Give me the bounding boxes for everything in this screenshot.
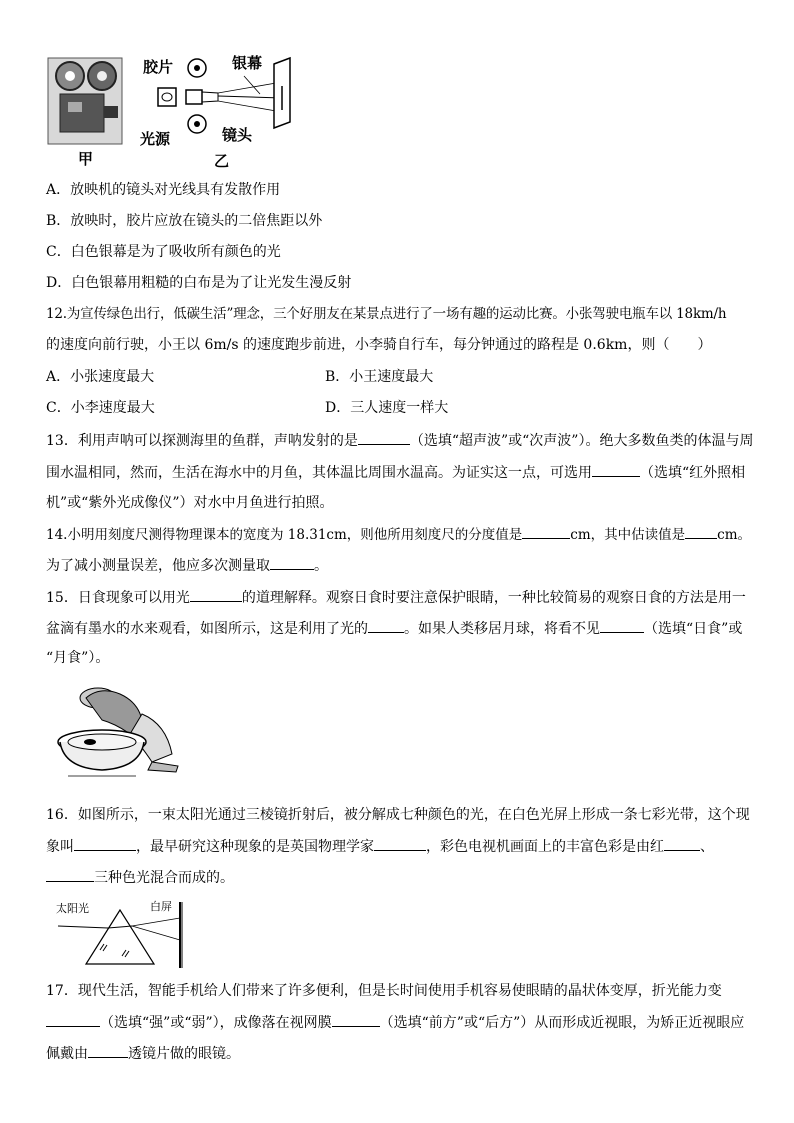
q17-text-c: 佩戴由 bbox=[46, 1046, 88, 1062]
answer-blank bbox=[74, 836, 136, 851]
q17-text-a: （选填“强”或“弱”），成像落在视网膜 bbox=[100, 1015, 332, 1031]
q16-line2 bbox=[46, 836, 714, 857]
label-film: 胶片 bbox=[143, 58, 174, 76]
answer-blank bbox=[88, 1043, 128, 1058]
q11-option-b: B．放映时，胶片应放在镜头的二倍焦距以外 bbox=[46, 213, 323, 229]
label-jia: 甲 bbox=[78, 150, 94, 168]
q15-text-c: 盆滴有墨水的水来观看，如图所示，这是利用了光的 bbox=[46, 621, 368, 637]
q13-line1 bbox=[46, 430, 753, 451]
answer-blank bbox=[46, 867, 94, 882]
answer-blank bbox=[374, 836, 426, 851]
answer-blank bbox=[592, 462, 640, 477]
q14-text-b: cm，其中估读值是 bbox=[570, 527, 686, 543]
label-lens: 镜头 bbox=[222, 126, 253, 144]
q15-text-a: 15．日食现象可以用光 bbox=[46, 590, 190, 606]
label-yi: 乙 bbox=[214, 152, 230, 170]
basin-figure bbox=[56, 684, 182, 780]
q13-line3: 机”或“紫外光成像仪”）对水中月鱼进行拍照。 bbox=[46, 495, 334, 511]
answer-blank bbox=[332, 1012, 380, 1027]
q14-line1 bbox=[46, 524, 751, 545]
q12-option-d: D．三人速度一样大 bbox=[325, 400, 449, 416]
basin-drawing bbox=[56, 684, 182, 780]
q14-text-e: 。 bbox=[314, 558, 328, 574]
q12-option-b: B．小王速度最大 bbox=[325, 369, 434, 385]
answer-blank bbox=[190, 587, 242, 602]
q11-option-c: C．白色银幕是为了吸收所有颜色的光 bbox=[46, 244, 281, 260]
q13-text-b: （选填“超声波”或“次声波”）。绝大多数鱼类的体温与周 bbox=[409, 433, 754, 449]
q17-line1: 17．现代生活，智能手机给人们带来了许多便利，但是长时间使用手机容易使眼睛的晶状体变厚，折光能力变 bbox=[46, 983, 722, 999]
q14-text-c: cm。 bbox=[717, 527, 752, 543]
q12-stem-line2: 的速度向前行驶，小王以 6m/s 的速度跑步前进，小李骑自行车，每分钟通过的路程是 0.6km，则（ ） bbox=[46, 337, 712, 353]
label-light-source: 光源 bbox=[140, 130, 171, 148]
q15-text-d: 。如果人类移居月球，将看不见 bbox=[404, 621, 600, 637]
q16-text-c: ，彩色电视机画面上的丰富色彩是由红 bbox=[426, 839, 664, 855]
q15-line1 bbox=[46, 587, 746, 608]
q15-line2 bbox=[46, 618, 742, 639]
q13-text-a: 13．利用声呐可以探测海里的鱼群，声呐发射的是 bbox=[46, 433, 358, 449]
q13-line2 bbox=[46, 462, 745, 483]
q12-option-row2 bbox=[46, 398, 449, 418]
q14-line2 bbox=[46, 555, 328, 576]
label-white-screen: 白屏 bbox=[150, 900, 172, 913]
projector-figure bbox=[46, 56, 306, 168]
q11-option-a: A．放映机的镜头对光线具有发散作用 bbox=[46, 182, 281, 198]
label-sunlight: 太阳光 bbox=[56, 902, 89, 915]
answer-blank bbox=[270, 555, 314, 570]
q16-text-e: 三种色光混合而成的。 bbox=[94, 870, 234, 886]
answer-blank bbox=[368, 618, 404, 633]
q14-text-d: 为了减小测量误差，他应多次测量取 bbox=[46, 558, 270, 574]
answer-blank bbox=[664, 836, 700, 851]
answer-blank bbox=[685, 524, 717, 539]
answer-blank bbox=[600, 618, 644, 633]
answer-blank bbox=[522, 524, 570, 539]
q15-text-b: 的道理解释。观察日食时要注意保护眼睛，一种比较简易的观察日食的方法是用一 bbox=[241, 590, 746, 606]
q17-text-d: 透镜片做的眼镜。 bbox=[128, 1046, 240, 1062]
q16-text-d: 、 bbox=[700, 839, 714, 855]
q12-option-c: C．小李速度最大 bbox=[46, 400, 155, 416]
q17-line2 bbox=[46, 1012, 744, 1033]
q13-text-d: （选填“红外照相 bbox=[640, 465, 746, 481]
q16-line1: 16．如图所示，一束太阳光通过三棱镜折射后，被分解成七种颜色的光，在白色光屏上形成一条七彩光带，这个现 bbox=[46, 807, 750, 823]
q12-option-a: A．小张速度最大 bbox=[46, 369, 155, 385]
q16-text-b: ，最早研究这种现象的是英国物理学家 bbox=[136, 839, 374, 855]
answer-blank bbox=[46, 1012, 100, 1027]
q17-line3 bbox=[46, 1043, 240, 1064]
q15-text-e: （选填“日食”或 bbox=[644, 621, 743, 637]
q12-option-row1 bbox=[46, 367, 434, 387]
prism-figure bbox=[56, 898, 192, 970]
label-screen: 银幕 bbox=[232, 54, 263, 72]
q14-text-a: 14.小明用刻度尺测得物理课本的宽度为 18.31cm，则他所用刻度尺的分度值是 bbox=[46, 527, 523, 543]
q12-stem-line1: 12.为宣传绿色出行，低碳生活”理念，三个好朋友在某景点进行了一场有趣的运动比赛。小张驾驶电瓶车以 18km/h bbox=[46, 306, 727, 322]
q16-line3 bbox=[46, 867, 234, 888]
q16-text-a: 象叫 bbox=[46, 839, 74, 855]
answer-blank bbox=[358, 430, 410, 445]
q15-line3: “月食”）。 bbox=[46, 650, 110, 666]
q17-text-b: （选填“前方”或“后方”）从而形成近视眼，为矫正近视眼应 bbox=[379, 1015, 745, 1031]
q11-option-d: D．白色银幕用粗糙的白布是为了让光发生漫反射 bbox=[46, 275, 352, 291]
q13-text-c: 围水温相同，然而，生活在海水中的月鱼，其体温比周围水温高。为证实这一点，可选用 bbox=[46, 465, 592, 481]
